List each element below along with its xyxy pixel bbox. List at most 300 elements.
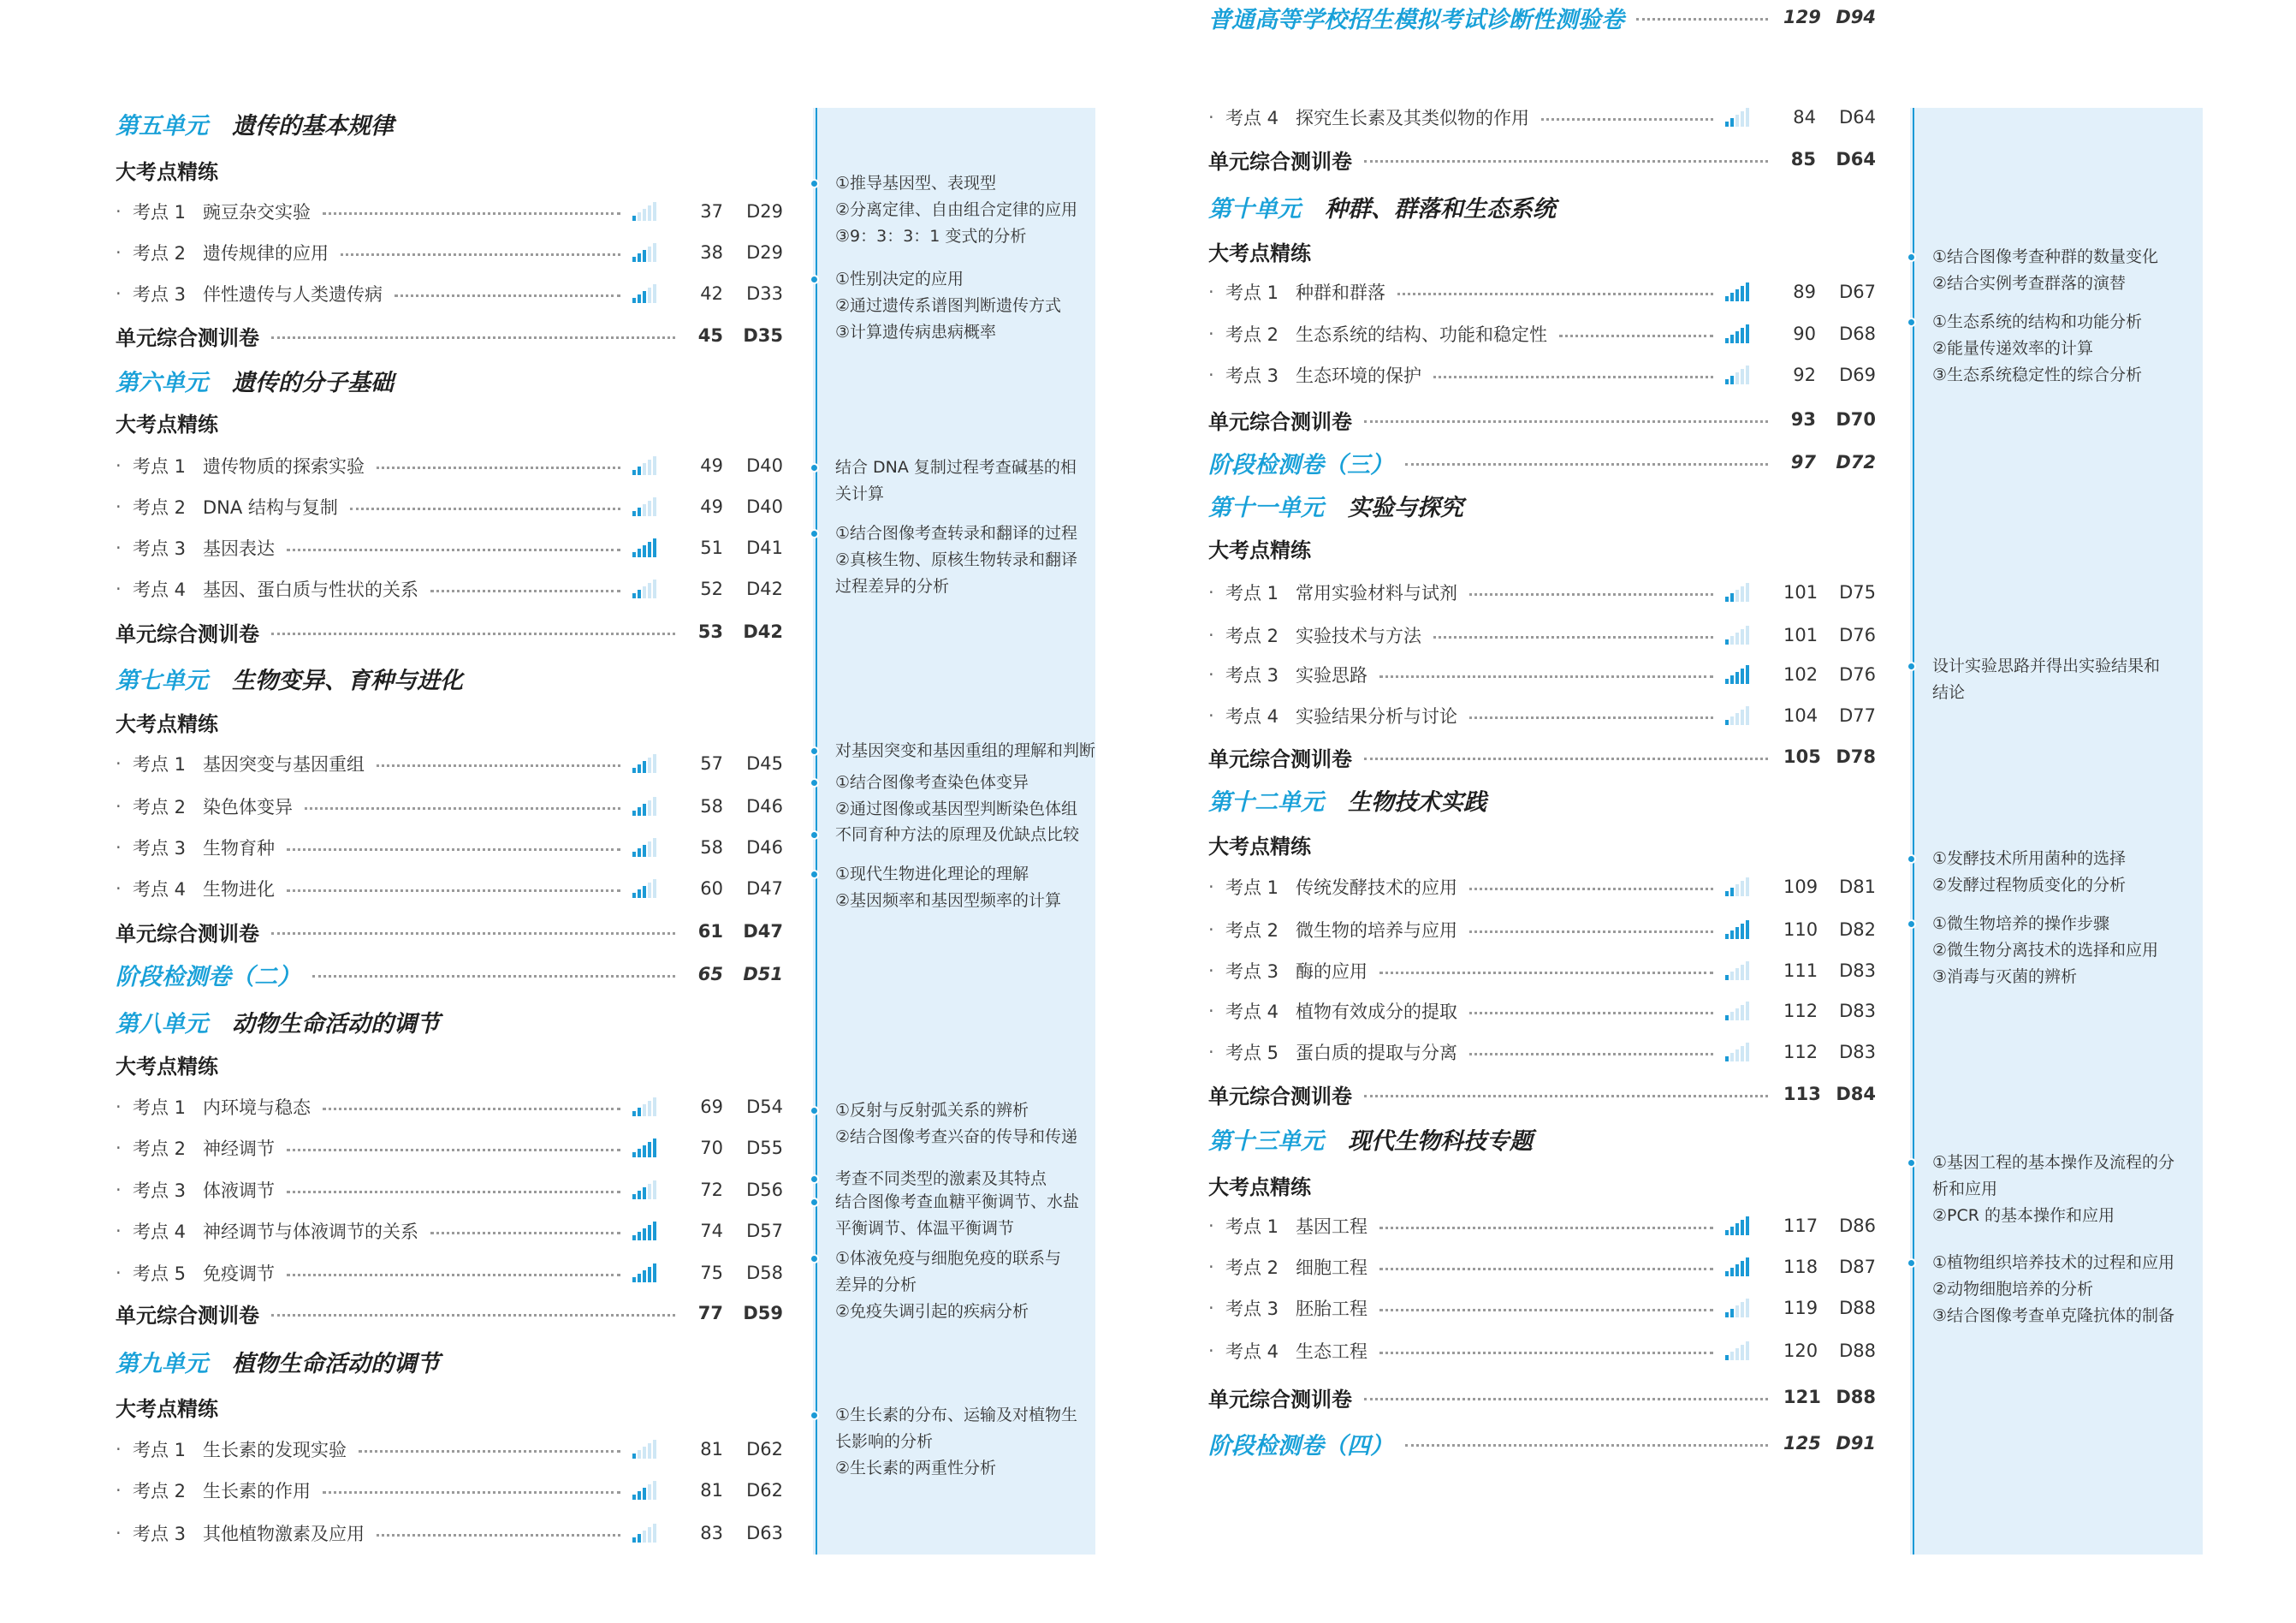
leader-dots bbox=[323, 212, 620, 215]
note-text: ①基因工程的基本操作及流程的分 bbox=[1932, 1153, 2175, 1172]
leader-dots bbox=[377, 467, 620, 469]
difficulty-signal-icon bbox=[632, 1263, 658, 1282]
kaodian-row[interactable] bbox=[1208, 954, 1876, 988]
note-line bbox=[813, 770, 1095, 796]
answer-page: D81 bbox=[1839, 877, 1876, 897]
timeline-dot-icon bbox=[810, 179, 819, 188]
kaodian-row[interactable] bbox=[116, 1473, 783, 1507]
kaodian-label: 考点 2 bbox=[133, 1138, 187, 1159]
answer-page: D84 bbox=[1836, 1084, 1876, 1104]
kaodian-row[interactable] bbox=[1208, 1250, 1876, 1284]
bullet: · bbox=[116, 1138, 122, 1158]
leader-dots bbox=[1364, 1398, 1768, 1400]
difficulty-signal-icon bbox=[632, 456, 658, 475]
note-text: ②分离定律、自由组合定律的应用 bbox=[835, 200, 1078, 219]
note-line bbox=[1910, 270, 2203, 297]
leader-dots bbox=[1469, 1053, 1713, 1055]
unit-heading[interactable] bbox=[1208, 488, 1876, 522]
note-line bbox=[813, 861, 1095, 888]
answer-page: D46 bbox=[746, 837, 783, 858]
kaodian-label: 考点 4 bbox=[1225, 706, 1279, 727]
kaodian-row[interactable] bbox=[116, 1173, 783, 1207]
bullet: · bbox=[1208, 1298, 1214, 1318]
page-number: 77 bbox=[697, 1303, 723, 1323]
note-block bbox=[813, 520, 1095, 600]
leader-dots bbox=[341, 253, 620, 256]
kaodian-title: 遗传规律的应用 bbox=[203, 243, 329, 264]
bullet: · bbox=[116, 1480, 122, 1501]
leader-dots bbox=[1433, 376, 1713, 378]
note-block bbox=[813, 770, 1095, 823]
kaodian-label: 考点 2 bbox=[133, 243, 187, 264]
bullet: · bbox=[1208, 625, 1214, 645]
note-block bbox=[813, 266, 1095, 346]
timeline-dot-icon bbox=[1907, 253, 1916, 262]
kaodian-title: 生长素的发现实验 bbox=[203, 1440, 347, 1460]
answer-page: D77 bbox=[1839, 705, 1876, 726]
kaodian-label: 考点 2 bbox=[133, 797, 187, 817]
leader-dots bbox=[1379, 1268, 1713, 1270]
section-title: 大考点精练 bbox=[116, 412, 218, 437]
kaodian-row[interactable] bbox=[1208, 994, 1876, 1028]
kaodian-row[interactable] bbox=[116, 789, 783, 823]
bullet: · bbox=[116, 1097, 122, 1117]
section-title: 大考点精练 bbox=[116, 159, 218, 184]
timeline-dot-icon bbox=[810, 1174, 819, 1184]
leader-dots bbox=[287, 889, 620, 892]
note-text: 结合图像考查血糖平衡调节、水盐 bbox=[835, 1192, 1080, 1211]
timeline-dot-icon bbox=[810, 1198, 819, 1207]
kaodian-title: 染色体变异 bbox=[203, 797, 293, 817]
note-text: ②真核生物、原核生物转录和翻译 bbox=[835, 550, 1078, 569]
stage-test-row[interactable] bbox=[1208, 1426, 1876, 1460]
timeline-dot-icon bbox=[1907, 1258, 1916, 1268]
kaodian-title: 胚胎工程 bbox=[1296, 1299, 1368, 1319]
page-number: 89 bbox=[1793, 282, 1816, 302]
unit-test-row[interactable] bbox=[1208, 402, 1876, 437]
page-number: 84 bbox=[1793, 107, 1816, 128]
kaodian-row[interactable] bbox=[1208, 1209, 1876, 1243]
page-number: 37 bbox=[700, 201, 723, 222]
bullet: · bbox=[116, 1180, 122, 1200]
kaodian-label: 考点 5 bbox=[1225, 1043, 1279, 1063]
kaodian-title: 生物进化 bbox=[203, 879, 275, 900]
bullet: · bbox=[1208, 365, 1214, 385]
note-line bbox=[1910, 1276, 2203, 1303]
leader-dots bbox=[287, 1191, 620, 1193]
bullet: · bbox=[1208, 1042, 1214, 1062]
kaodian-title: 遗传物质的探索实验 bbox=[203, 456, 365, 477]
note-text: ①结合图像考查转录和翻译的过程 bbox=[835, 524, 1078, 543]
note-block bbox=[813, 1097, 1095, 1150]
kaodian-title: 其他植物激素及应用 bbox=[203, 1524, 365, 1544]
leader-dots bbox=[1379, 1309, 1713, 1311]
unit-title: 生物技术实践 bbox=[1348, 788, 1486, 816]
note-text: 过程差异的分析 bbox=[835, 577, 950, 596]
kaodian-row[interactable] bbox=[116, 1214, 783, 1248]
unit-title: 植物生命活动的调节 bbox=[232, 1350, 440, 1377]
answer-page: D82 bbox=[1839, 919, 1876, 940]
unit-heading[interactable] bbox=[1208, 189, 1876, 223]
page-number: 112 bbox=[1783, 1042, 1818, 1062]
note-block bbox=[1910, 244, 2203, 297]
difficulty-signal-icon bbox=[632, 284, 658, 303]
stage-test-title: 阶段检测卷（四） bbox=[1208, 1432, 1393, 1460]
unit-test-title: 单元综合测训卷 bbox=[116, 1303, 259, 1328]
kaodian-row[interactable] bbox=[116, 449, 783, 483]
kaodian-label: 考点 3 bbox=[133, 1180, 187, 1201]
timeline-dot-icon bbox=[1907, 854, 1916, 864]
page-number: 58 bbox=[700, 837, 723, 858]
bullet: · bbox=[1208, 1257, 1214, 1277]
answer-page: D91 bbox=[1836, 1433, 1876, 1454]
bullet: · bbox=[116, 878, 122, 899]
page-number: 113 bbox=[1783, 1084, 1821, 1104]
bullet: · bbox=[116, 242, 122, 263]
unit-test-row[interactable] bbox=[116, 1296, 783, 1330]
note-text: 关计算 bbox=[835, 485, 885, 503]
bullet: · bbox=[116, 1221, 122, 1241]
timeline-dot-icon bbox=[810, 830, 819, 840]
difficulty-signal-icon bbox=[632, 1524, 658, 1543]
note-line bbox=[1910, 244, 2203, 270]
difficulty-signal-icon bbox=[1725, 583, 1751, 602]
bullet: · bbox=[1208, 582, 1214, 603]
leader-dots bbox=[1433, 636, 1713, 639]
bullet: · bbox=[1208, 960, 1214, 981]
section-title: 大考点精练 bbox=[116, 1396, 218, 1421]
page-number: 81 bbox=[700, 1439, 723, 1460]
note-line bbox=[813, 455, 1095, 481]
difficulty-signal-icon bbox=[632, 1481, 658, 1500]
kaodian-label: 考点 1 bbox=[133, 202, 187, 223]
stage-test-row[interactable] bbox=[116, 957, 783, 991]
note-line bbox=[813, 1097, 1095, 1124]
note-line bbox=[813, 520, 1095, 547]
answer-page: D75 bbox=[1839, 582, 1876, 603]
stage-test-title: 阶段检测卷（三） bbox=[1208, 451, 1393, 479]
note-line bbox=[813, 1124, 1095, 1150]
kaodian-row[interactable] bbox=[116, 194, 783, 229]
kaodian-title: 实验思路 bbox=[1296, 665, 1368, 686]
bullet: · bbox=[1208, 919, 1214, 940]
note-text: 平衡调节、体温平衡调节 bbox=[835, 1219, 1015, 1238]
unit-heading[interactable] bbox=[116, 1344, 783, 1378]
difficulty-signal-icon bbox=[1725, 626, 1751, 645]
answer-page: D64 bbox=[1839, 107, 1876, 128]
leader-dots bbox=[395, 294, 620, 297]
unit-heading[interactable] bbox=[116, 363, 783, 397]
note-block bbox=[813, 861, 1095, 914]
unit-test-row[interactable] bbox=[116, 914, 783, 948]
stage-test-row[interactable] bbox=[1208, 445, 1876, 479]
note-text: ②发酵过程物质变化的分析 bbox=[1932, 876, 2127, 895]
note-line bbox=[813, 1272, 1095, 1299]
leader-dots bbox=[430, 1232, 620, 1234]
unit-test-title: 单元综合测训卷 bbox=[116, 325, 259, 350]
section-heading bbox=[116, 1389, 783, 1424]
kaodian-title: 微生物的培养与应用 bbox=[1296, 920, 1457, 941]
page-number: 75 bbox=[700, 1263, 723, 1283]
page-number: 121 bbox=[1783, 1387, 1821, 1407]
page-number: 74 bbox=[700, 1221, 723, 1241]
kaodian-row[interactable] bbox=[1208, 870, 1876, 904]
section-title: 大考点精练 bbox=[116, 711, 218, 736]
page-number: 129 bbox=[1783, 7, 1821, 27]
timeline-dot-icon bbox=[1907, 1158, 1916, 1168]
unit-heading[interactable] bbox=[116, 661, 783, 695]
timeline-dot-icon bbox=[1907, 662, 1916, 671]
kaodian-row[interactable] bbox=[116, 746, 783, 781]
leader-dots bbox=[1469, 593, 1713, 596]
kaodian-row[interactable] bbox=[116, 871, 783, 906]
kaodian-title: 实验技术与方法 bbox=[1296, 626, 1421, 646]
kaodian-title: 基因工程 bbox=[1296, 1216, 1368, 1237]
page-number: 92 bbox=[1793, 365, 1816, 385]
unit-test-row[interactable] bbox=[116, 318, 783, 353]
timeline-dot-icon bbox=[810, 275, 819, 284]
page-number: 120 bbox=[1783, 1341, 1818, 1361]
unit-heading[interactable] bbox=[116, 1004, 783, 1038]
answer-page: D62 bbox=[746, 1480, 783, 1501]
kaodian-row[interactable] bbox=[116, 1516, 783, 1550]
kaodian-row[interactable] bbox=[1208, 358, 1876, 392]
bullet: · bbox=[1208, 1341, 1214, 1361]
unit-test-row[interactable] bbox=[1208, 740, 1876, 774]
answer-page: D68 bbox=[1839, 324, 1876, 344]
note-text: ①生态系统的结构和功能分析 bbox=[1932, 312, 2143, 331]
timeline-dot-icon bbox=[810, 870, 819, 879]
unit-test-title: 单元综合测训卷 bbox=[116, 621, 259, 646]
difficulty-signal-icon bbox=[632, 497, 658, 516]
kaodian-row[interactable] bbox=[1208, 1334, 1876, 1368]
stage-test-title: 普通高等学校招生模拟考试诊断性测验卷 bbox=[1208, 6, 1624, 33]
kaodian-row[interactable] bbox=[1208, 100, 1876, 134]
note-text: ①微生物培养的操作步骤 bbox=[1932, 914, 2110, 933]
note-line bbox=[813, 822, 1095, 848]
section-heading bbox=[116, 152, 783, 187]
kaodian-label: 考点 2 bbox=[133, 497, 187, 518]
page-number: 104 bbox=[1783, 705, 1818, 726]
leader-dots bbox=[377, 764, 620, 767]
section-title: 大考点精练 bbox=[1208, 834, 1311, 859]
page-number: 118 bbox=[1783, 1257, 1818, 1277]
unit-test-row[interactable] bbox=[116, 615, 783, 649]
note-text: ①反射与反射弧关系的辨析 bbox=[835, 1101, 1029, 1120]
kaodian-label: 考点 2 bbox=[133, 1481, 187, 1501]
bullet: · bbox=[1208, 324, 1214, 344]
kaodian-row[interactable] bbox=[116, 572, 783, 606]
difficulty-signal-icon bbox=[632, 202, 658, 221]
page-number: 72 bbox=[700, 1180, 723, 1200]
timeline-dot-icon bbox=[810, 746, 819, 756]
note-text: ③生态系统稳定性的综合分析 bbox=[1932, 366, 2143, 384]
unit-test-row[interactable] bbox=[1208, 1380, 1876, 1414]
kaodian-label: 考点 3 bbox=[1225, 665, 1279, 686]
note-line bbox=[813, 796, 1095, 823]
kaodian-row[interactable] bbox=[116, 235, 783, 270]
answer-page: D83 bbox=[1839, 1042, 1876, 1062]
answer-page: D78 bbox=[1836, 746, 1876, 767]
note-line bbox=[813, 888, 1095, 914]
leader-dots bbox=[1405, 463, 1768, 466]
note-line bbox=[813, 1189, 1095, 1216]
note-text: ②能量传递效率的计算 bbox=[1932, 339, 2094, 358]
kaodian-title: 豌豆杂交实验 bbox=[203, 202, 311, 223]
kaodian-row[interactable] bbox=[1208, 618, 1876, 652]
kaodian-row[interactable] bbox=[116, 1256, 783, 1290]
note-line bbox=[1910, 872, 2203, 899]
kaodian-row[interactable] bbox=[1208, 1035, 1876, 1069]
note-line bbox=[813, 293, 1095, 319]
page-number: 105 bbox=[1783, 746, 1821, 767]
note-line bbox=[813, 1429, 1095, 1455]
kaodian-title: 体液调节 bbox=[203, 1180, 275, 1201]
answer-page: D88 bbox=[1839, 1298, 1876, 1318]
note-line bbox=[1910, 964, 2203, 990]
kaodian-row[interactable] bbox=[116, 1432, 783, 1466]
note-text: 差异的分析 bbox=[835, 1275, 917, 1294]
answer-page: D40 bbox=[746, 455, 783, 476]
note-block bbox=[1910, 846, 2203, 899]
page-number: 49 bbox=[700, 496, 723, 517]
page-number: 61 bbox=[697, 921, 723, 942]
kaodian-row[interactable] bbox=[1208, 317, 1876, 351]
note-text: ②动物细胞培养的分析 bbox=[1932, 1280, 2094, 1299]
unit-heading[interactable] bbox=[1208, 1121, 1876, 1156]
difficulty-signal-icon bbox=[632, 538, 658, 557]
kaodian-row[interactable] bbox=[1208, 275, 1876, 309]
note-block bbox=[813, 170, 1095, 250]
note-line bbox=[813, 197, 1095, 223]
page-number: 111 bbox=[1783, 960, 1818, 981]
page-number: 51 bbox=[700, 538, 723, 558]
answer-page: D86 bbox=[1839, 1216, 1876, 1236]
unit-heading[interactable] bbox=[116, 106, 783, 140]
answer-page: D63 bbox=[746, 1523, 783, 1543]
kaodian-row[interactable] bbox=[116, 1131, 783, 1165]
answer-page: D33 bbox=[746, 283, 783, 304]
answer-page: D76 bbox=[1839, 625, 1876, 645]
unit-test-row[interactable] bbox=[1208, 142, 1876, 176]
answer-page: D69 bbox=[1839, 365, 1876, 385]
timeline-dot-icon bbox=[810, 1106, 819, 1115]
kaodian-title: 细胞工程 bbox=[1296, 1257, 1368, 1278]
unit-title: 遗传的基本规律 bbox=[232, 112, 394, 140]
left-page bbox=[0, 0, 1147, 1623]
note-text: ③9：3：3：1 变式的分析 bbox=[835, 227, 1027, 246]
kaodian-row[interactable] bbox=[116, 276, 783, 311]
answer-page: D29 bbox=[746, 242, 783, 263]
kaodian-row[interactable] bbox=[116, 830, 783, 865]
note-text: 析和应用 bbox=[1932, 1180, 1998, 1198]
page-number: 119 bbox=[1783, 1298, 1818, 1318]
note-text: 不同育种方法的原理及优缺点比较 bbox=[835, 825, 1080, 844]
leader-dots bbox=[1541, 118, 1713, 121]
answer-page: D70 bbox=[1836, 409, 1876, 430]
leader-dots bbox=[377, 1534, 620, 1537]
unit-heading[interactable] bbox=[1208, 782, 1876, 817]
leader-dots bbox=[1636, 18, 1768, 21]
page-number: 53 bbox=[697, 621, 723, 642]
difficulty-signal-icon bbox=[632, 1222, 658, 1240]
unit-title: 生物变异、育种与进化 bbox=[232, 667, 463, 694]
page-number: 109 bbox=[1783, 877, 1818, 897]
bullet: · bbox=[116, 753, 122, 774]
kaodian-row[interactable] bbox=[1208, 1291, 1876, 1325]
leader-dots bbox=[1364, 758, 1768, 760]
kaodian-title: 生物育种 bbox=[203, 838, 275, 859]
note-text: ①现代生物进化理论的理解 bbox=[835, 865, 1029, 883]
unit-test-row[interactable] bbox=[1208, 1077, 1876, 1111]
answer-page: D83 bbox=[1839, 960, 1876, 981]
section-heading bbox=[116, 405, 783, 439]
bullet: · bbox=[116, 496, 122, 517]
stage-test-row[interactable] bbox=[1208, 0, 1876, 34]
page-number: 85 bbox=[1790, 149, 1816, 169]
timeline-dot-icon bbox=[810, 529, 819, 538]
leader-dots bbox=[287, 1149, 620, 1151]
kaodian-row[interactable] bbox=[1208, 575, 1876, 609]
kaodian-label: 考点 4 bbox=[133, 1222, 187, 1242]
answer-page: D62 bbox=[746, 1439, 783, 1460]
kaodian-label: 考点 1 bbox=[133, 456, 187, 477]
kaodian-title: 神经调节 bbox=[203, 1138, 275, 1159]
difficulty-signal-icon bbox=[632, 754, 658, 773]
answer-page: D46 bbox=[746, 796, 783, 817]
timeline-dot-icon bbox=[1907, 318, 1916, 327]
unit-number: 第十单元 bbox=[1208, 195, 1301, 223]
difficulty-signal-icon bbox=[1725, 665, 1751, 684]
note-text: ①结合图像考查种群的数量变化 bbox=[1932, 247, 2159, 266]
right-notes-panel bbox=[1910, 108, 2203, 1555]
note-block bbox=[813, 822, 1095, 848]
kaodian-row[interactable] bbox=[116, 531, 783, 565]
kaodian-title: 基因、蛋白质与性状的关系 bbox=[203, 580, 418, 600]
note-line bbox=[813, 574, 1095, 600]
kaodian-row[interactable] bbox=[116, 1090, 783, 1124]
kaodian-row[interactable] bbox=[1208, 657, 1876, 692]
answer-page: D76 bbox=[1839, 664, 1876, 685]
note-text: ③结合图像考查单克隆抗体的制备 bbox=[1932, 1306, 2175, 1325]
leader-dots bbox=[430, 590, 620, 592]
note-text: ②微生物分离技术的选择和应用 bbox=[1932, 941, 2159, 960]
kaodian-row[interactable] bbox=[116, 490, 783, 524]
kaodian-title: 酶的应用 bbox=[1296, 961, 1368, 982]
bullet: · bbox=[116, 579, 122, 599]
bullet: · bbox=[1208, 1001, 1214, 1021]
kaodian-row[interactable] bbox=[1208, 699, 1876, 733]
unit-test-title: 单元综合测训卷 bbox=[1208, 746, 1352, 771]
note-block bbox=[1910, 911, 2203, 990]
kaodian-title: 神经调节与体液调节的关系 bbox=[203, 1222, 418, 1242]
kaodian-label: 考点 3 bbox=[133, 1524, 187, 1544]
note-line bbox=[813, 1299, 1095, 1325]
page-number: 60 bbox=[700, 878, 723, 899]
note-text: ①性别决定的应用 bbox=[835, 270, 964, 288]
answer-page: D41 bbox=[746, 538, 783, 558]
kaodian-row[interactable] bbox=[1208, 913, 1876, 947]
answer-page: D57 bbox=[746, 1221, 783, 1241]
kaodian-title: 蛋白质的提取与分离 bbox=[1296, 1043, 1457, 1063]
note-block bbox=[813, 1245, 1095, 1325]
note-line bbox=[813, 738, 1095, 764]
kaodian-label: 考点 5 bbox=[133, 1263, 187, 1284]
leader-dots bbox=[1405, 1444, 1768, 1447]
difficulty-signal-icon bbox=[632, 879, 658, 898]
unit-number: 第五单元 bbox=[116, 112, 208, 140]
section-title: 大考点精练 bbox=[1208, 538, 1311, 562]
